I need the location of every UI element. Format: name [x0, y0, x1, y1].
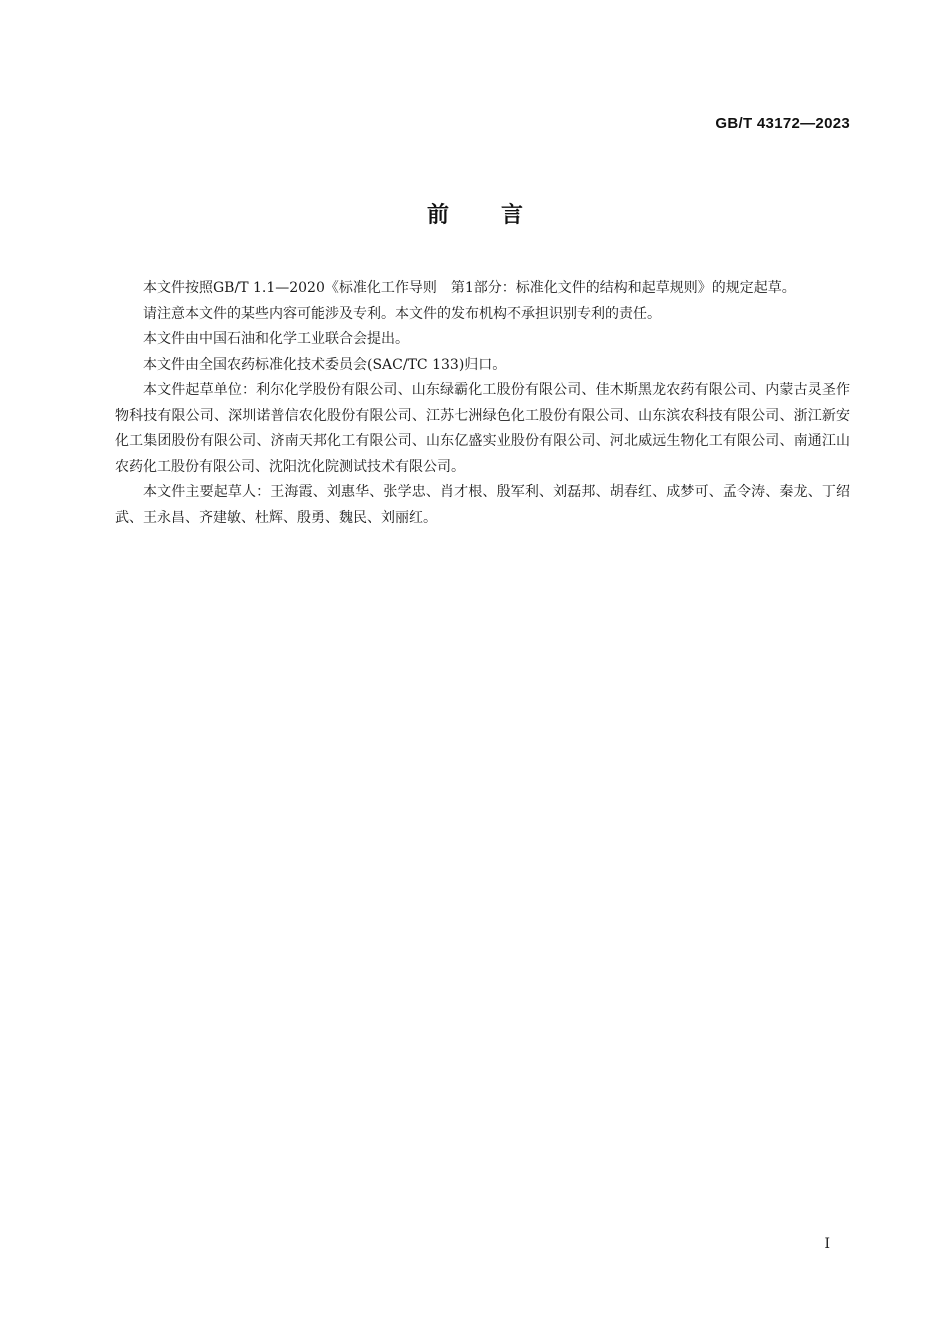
paragraph-proposer: 本文件由中国石油和化学工业联合会提出。 [143, 331, 409, 347]
paragraph-drafting-rules: 本文件按照GB/T 1.1—2020《标准化工作导则 第1部分：标准化文件的结构和起草规则》的规定起草。 [143, 280, 796, 296]
paragraph-main-drafters: 本文件主要起草人：王海霞、刘惠华、张学忠、肖才根、殷军利、刘磊邦、胡春红、成梦可、孟令涛、秦龙、丁绍武、王永昌、齐建敏、杜辉、殷勇、魏民、刘丽红。 [115, 484, 850, 526]
paragraph-drafting-organizations: 本文件起草单位：利尔化学股份有限公司、山东绿霸化工股份有限公司、佳木斯黑龙农药有限公司、内蒙古灵圣作物科技有限公司、深圳诺普信农化股份有限公司、江苏七洲绿色化工股份有限公司、山东滨农科技有限公司、浙江新安化工集团股份有限公司、济南天邦化工有限公司、山东亿盛实业股份有限公司、河北威远生物化工有限公司、南通江山农药化工股份有限公司、沈阳沈化院测试技术有限公司。 [115, 382, 850, 475]
paragraph-technical-committee: 本文件由全国农药标准化技术委员会(SAC/TC 133)归口。 [143, 356, 507, 373]
page-number: I [824, 1236, 830, 1252]
page-title: 前言 [426, 203, 575, 228]
standard-number: GB/T 43172—2023 [715, 115, 850, 132]
paragraph-patent-notice: 请注意本文件的某些内容可能涉及专利。本文件的发布机构不承担识别专利的责任。 [143, 305, 661, 322]
preface-body [115, 276, 850, 531]
